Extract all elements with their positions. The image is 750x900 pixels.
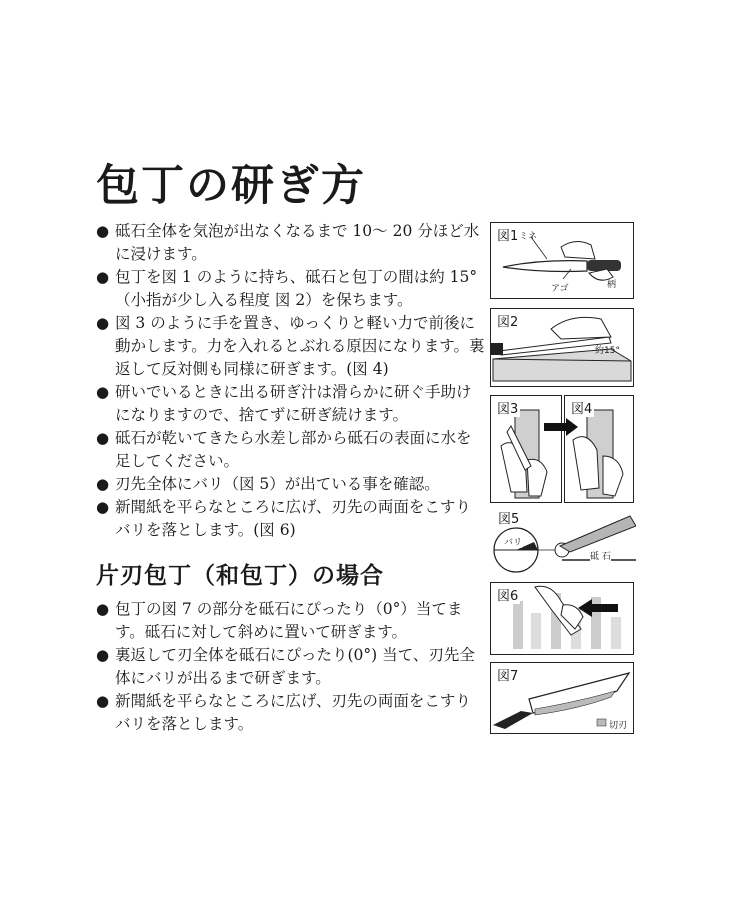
bullet-icon: ● xyxy=(96,600,110,618)
step-text: 刃先全体にバリ（図 5）が出ている事を確認。 xyxy=(115,475,440,493)
arrow-right-icon xyxy=(544,418,580,436)
bullet-icon: ● xyxy=(96,383,110,401)
bullet-icon: ● xyxy=(96,475,110,493)
bevel-label: 切刃 xyxy=(609,721,628,731)
angle-label: 約15° xyxy=(595,346,620,356)
figure-5 xyxy=(490,508,636,573)
bullet-icon: ● xyxy=(96,498,110,516)
figure-label: 図2 xyxy=(495,311,520,330)
bullet-icon: ● xyxy=(96,314,110,332)
figure-label: 図4 xyxy=(569,398,594,417)
step-text: 図 3 のように手を置き、ゆっくりと軽い力で前後に動かします。力を入れるとぶれる原因になります。裏返して反対側も同様に研ぎます。(図 4) xyxy=(115,314,485,378)
step-text: 研いでいるときに出る研ぎ汁は滑らかに研ぐ手助けになりますので、捨てずに研ぎ続けます。 xyxy=(115,383,472,424)
figure-label: 図7 xyxy=(495,665,520,684)
figure-2 xyxy=(490,308,634,387)
list-item xyxy=(96,473,486,496)
steps-list xyxy=(96,220,486,542)
list-item xyxy=(96,312,486,381)
bullet-icon: ● xyxy=(96,429,110,447)
list-item xyxy=(96,220,486,266)
bullet-icon: ● xyxy=(96,646,110,664)
section-title: 片刃包丁（和包丁）の場合 xyxy=(96,562,384,589)
figure-3 xyxy=(490,395,562,503)
heel-label: アゴ xyxy=(551,284,569,294)
burr-label: バリ xyxy=(504,535,522,548)
figure-label: 図5 xyxy=(496,508,521,527)
list-item xyxy=(96,644,486,690)
step-text: 新聞紙を平らなところに広げ、刃先の両面をこすりバリを落とします。(図 6) xyxy=(115,498,471,539)
step-text: 包丁の図 7 の部分を砥石にぴったり（0°）当てます。砥石に対して斜めに置いて研ぎます。 xyxy=(115,600,463,641)
list-item xyxy=(96,266,486,312)
list-item xyxy=(96,381,486,427)
figure-1 xyxy=(490,222,634,299)
step-text: 裏返して刃全体を砥石にぴったり(0°) 当て、刃先全体にバリが出るまで研ぎます。 xyxy=(115,646,475,687)
step-text: 砥石が乾いてきたら水差し部から砥石の表面に水を足してください。 xyxy=(115,429,472,470)
step-text: 包丁を図 1 のように持ち、砥石と包丁の間は約 15°（小指が少し入る程度 図 2）を保ちます。 xyxy=(115,268,478,309)
bullet-icon: ● xyxy=(96,222,110,240)
steps-list-single-bevel xyxy=(96,598,486,736)
step-text: 新聞紙を平らなところに広げ、刃先の両面をこすりバリを落とします。 xyxy=(115,692,471,733)
arrow-left-icon xyxy=(578,599,618,617)
figure-4 xyxy=(564,395,634,503)
handle-label: 柄 xyxy=(607,280,617,290)
list-item xyxy=(96,690,486,736)
bullet-icon: ● xyxy=(96,692,110,710)
list-item xyxy=(96,496,486,542)
figure-label: 図6 xyxy=(495,585,520,604)
page-title: 包丁の研ぎ方 xyxy=(96,161,366,211)
figure-7 xyxy=(490,662,634,734)
list-item xyxy=(96,427,486,473)
figure-label: 図3 xyxy=(495,398,520,417)
step-text: 砥石全体を気泡が出なくなるまで 10～ 20 分ほど水に浸けます。 xyxy=(115,222,480,263)
list-item xyxy=(96,598,486,644)
spine-label: ミネ xyxy=(519,232,538,242)
figure-label: 図1 xyxy=(495,225,520,244)
figure-6 xyxy=(490,582,634,655)
stone-label: 砥 石 xyxy=(590,549,611,562)
bullet-icon: ● xyxy=(96,268,110,286)
